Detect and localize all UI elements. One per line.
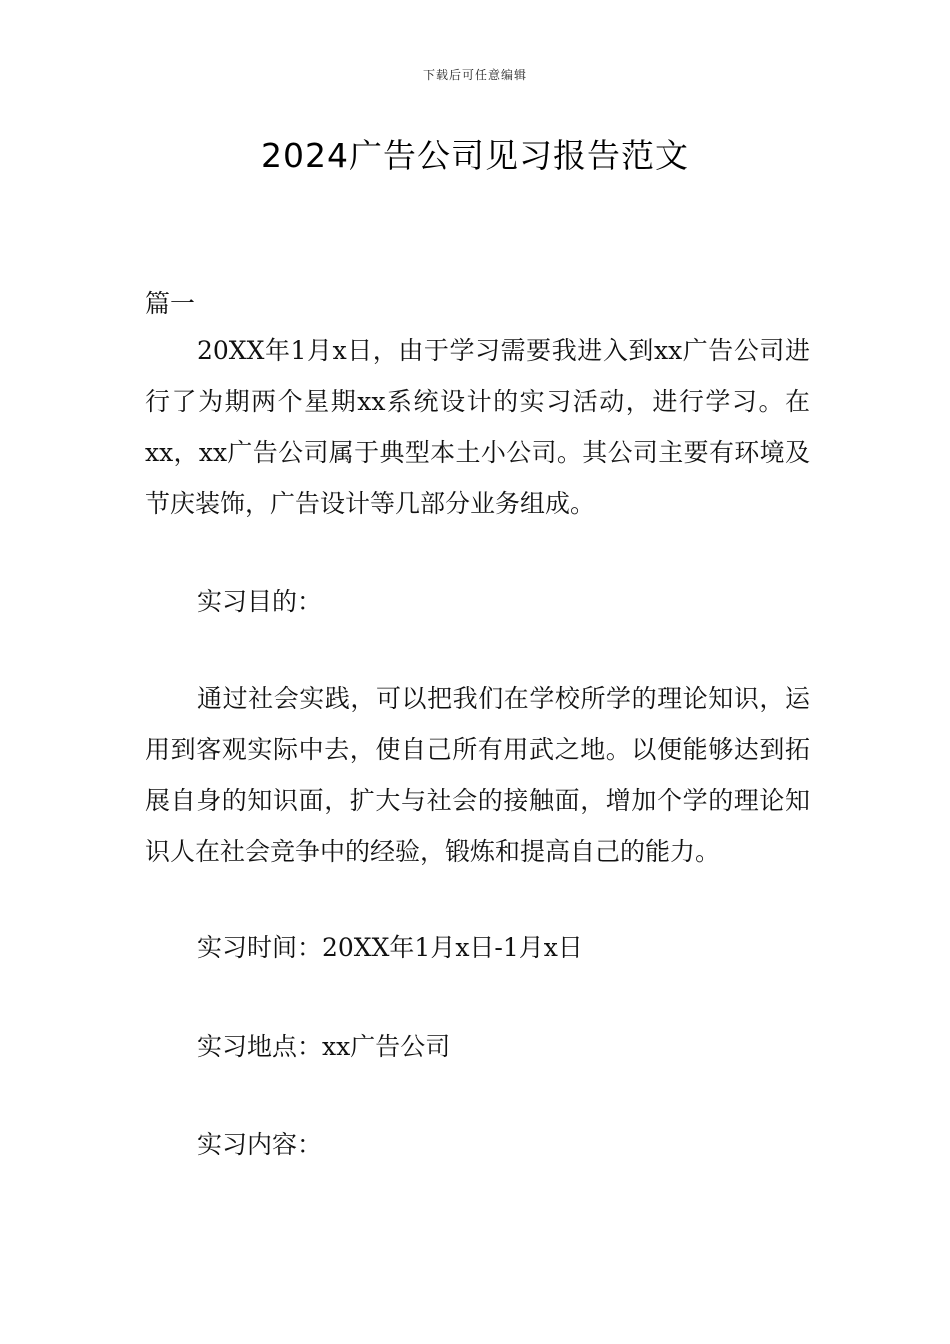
section-label: 篇一: [145, 289, 196, 318]
internship-place: 实习地点：xx广告公司: [197, 1032, 451, 1061]
internship-time: 实习时间：20XX年1月x日-1月x日: [197, 933, 583, 962]
goal-heading: 实习目的：: [197, 587, 323, 616]
intro-paragraph: 20XX年1月x日，由于学习需要我进入到xx广告公司进行了为期两个星期xx系统设计的实习活动，进行学习。在xx，xx广告公司属于典型本土小公司。其公司主要有环境及节庆装饰，广告设计等几部分业务组成。: [145, 336, 810, 518]
document-title: 2024广告公司见习报告范文: [261, 136, 689, 175]
header-note: 下载后可任意编辑: [422, 68, 527, 82]
goal-paragraph: 通过社会实践，可以把我们在学校所学的理论知识，运用到客观实际中去，使自己所有用武之地。以便能够达到拓展自身的知识面，扩大与社会的接触面，增加个学的理论知识人在社会竞争中的经验，锻炼和提高自己的能力。: [145, 684, 810, 866]
content-heading: 实习内容：: [197, 1130, 323, 1159]
